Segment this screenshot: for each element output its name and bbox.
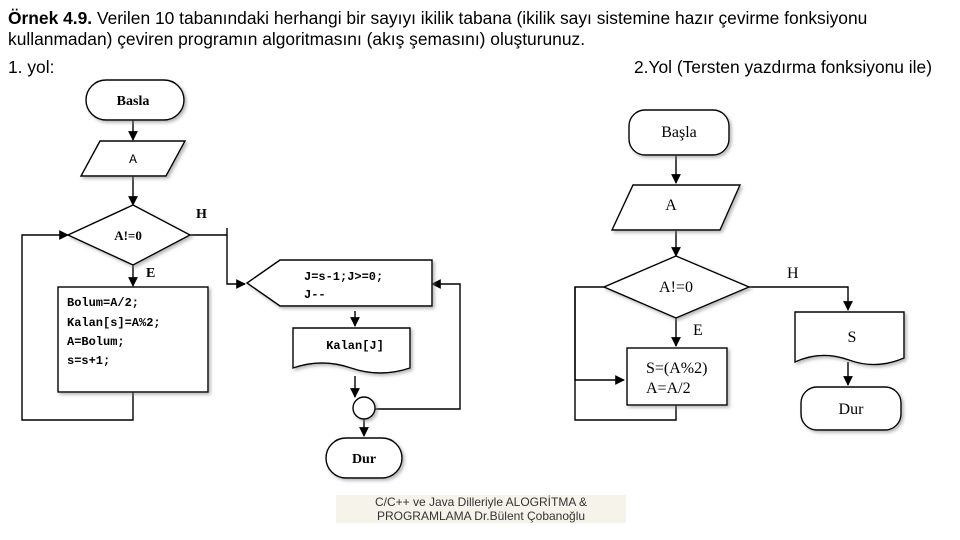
- f2-start-label: Başla: [661, 124, 697, 141]
- f1-process-line: A=Bolum;: [67, 335, 125, 349]
- f1-input-label: A: [129, 152, 137, 167]
- f1-start-label: Basla: [116, 94, 150, 109]
- f1-yes-label: E: [146, 266, 156, 281]
- f2-yes-label: E: [693, 322, 703, 339]
- f1-no-to-loop-arrow: [227, 235, 245, 284]
- f2-condition-label: A!=0: [659, 279, 693, 296]
- f2-output-label: S: [847, 329, 857, 346]
- f2-process-line: A=A/2: [646, 380, 691, 397]
- f1-condition-label: A!=0: [114, 228, 142, 243]
- f1-no-line: [188, 228, 227, 235]
- example-number: Örnek 4.9.: [8, 8, 93, 28]
- f2-process-line: S=(A%2): [646, 360, 708, 377]
- problem-statement: Verilen 10 tabanındaki herhangi bir sayıyı ikilik tabana (ikilik sayı sistemine hazır çevirme fonksiyonu kullanmadan) çeviren programın algoritmasını (akış şemasını) oluşturunuz.: [8, 8, 868, 49]
- f1-process-line: Bolum=A/2;: [67, 296, 140, 310]
- f1-output-label: Kalan[J]: [326, 339, 384, 353]
- f1-process-line: Kalan[s]=A%2;: [67, 316, 161, 330]
- f1-loop-line: J=s-1;J>=0;: [304, 270, 384, 284]
- f1-end-label: Dur: [351, 452, 377, 467]
- f2-end-label: Dur: [838, 401, 864, 418]
- footer-credit: [336, 495, 626, 523]
- f1-no-label: H: [196, 207, 207, 222]
- f1-connector-circle: [353, 397, 375, 419]
- f1-loop-line: J--: [304, 288, 326, 302]
- f2-loop-return-arrow: [575, 287, 624, 380]
- f2-no-line: [749, 287, 848, 310]
- f1-process-line: s=s+1;: [67, 354, 111, 368]
- footer-line: C/C++ ve Java Dilleriyle ALOGRİTMA &: [374, 495, 588, 509]
- flowchart-1: [22, 80, 460, 478]
- f2-input-label: A: [665, 197, 677, 214]
- method-2-label: 2.Yol (Tersten yazdırma fonksiyonu ile): [633, 57, 932, 77]
- f2-no-label: H: [787, 265, 799, 282]
- method-1-label: 1. yol:: [8, 57, 55, 77]
- footer-line: PROGRAMLAMA Dr.Bülent Çobanoğlu: [376, 509, 586, 523]
- flowchart-2: [575, 110, 904, 430]
